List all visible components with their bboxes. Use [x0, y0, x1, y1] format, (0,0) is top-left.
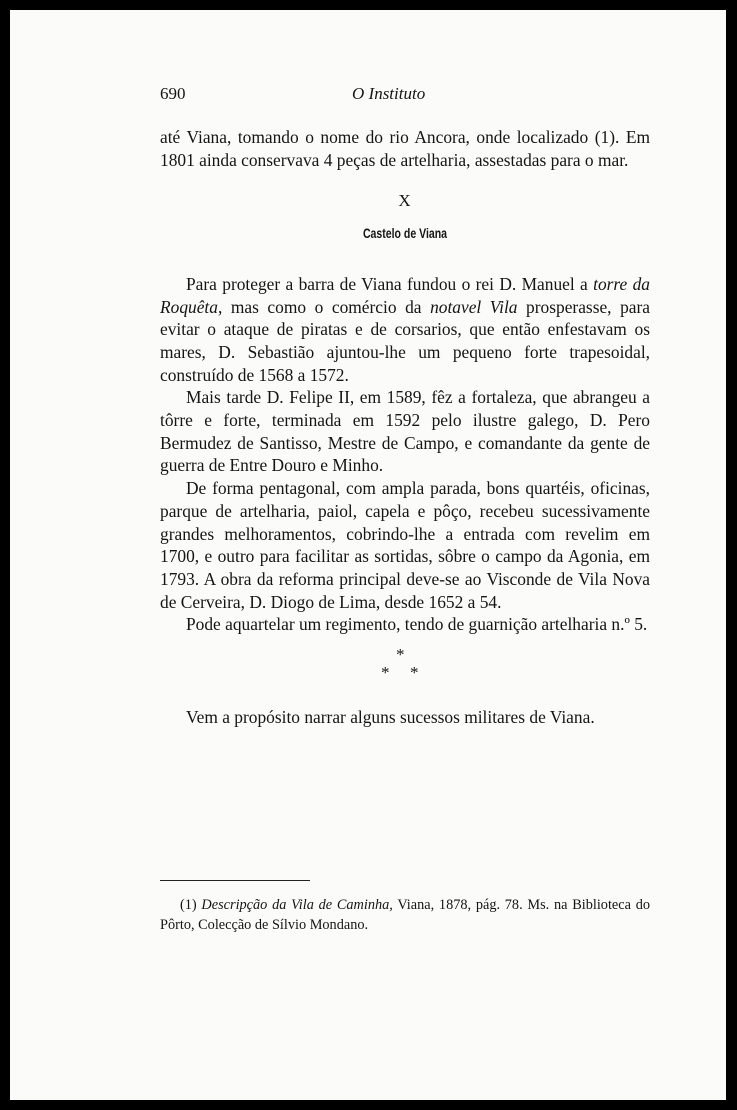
paragraph-torre-middle: , mas como o comércio da [217, 296, 431, 317]
book-page [10, 10, 726, 1100]
asterisk: * [396, 645, 405, 665]
footnote-text: Viana, 1878, pág. 78. Ms. na Biblioteca do Pôrto, Colecção de Sílvio Mondano. [160, 897, 651, 933]
asterisk: * [410, 663, 419, 683]
journal-title: O Instituto [352, 84, 426, 103]
section-title: Castelo de Viana [362, 226, 448, 242]
paragraph-closing: Vem a propósito narrar alguns sucessos militares de Viana. [186, 707, 595, 728]
page-number: 690 [160, 84, 186, 103]
asterisk: * [381, 663, 390, 683]
body-text [160, 126, 650, 729]
paragraph-regimento: Pode aquartelar um regimento, tendo de guarnição artelharia n.º 5. [186, 614, 648, 635]
torre-da-roqueta: torre da Roquêta [160, 273, 651, 317]
opening-paragraph: até Viana, tomando o nome do rio Ancora, onde localizado (1). Em 1801 ainda conservava 4 peças de artelharia, assestadas para o mar. [160, 127, 650, 170]
footnote-rule [160, 880, 310, 881]
paragraph-torre [160, 273, 650, 387]
footnote-marker: (1) [180, 897, 202, 913]
running-head [160, 84, 650, 106]
paragraph-pentagonal: De forma pentagonal, com ampla parada, bons quartéis, oficinas, parque de artelharia, paiol, capela e pôço, recebeu sucessivamente grandes melhoramentos, cobrindo-lhe a entrada com revelim em 1700, e outro para facilitar as sortidas, sôbre o campo da Agonia, em 1793. A obra da reforma principal deve-se ao Visconde de Vila Nova de Cerveira, D. Diogo de Lima, desde 1652 a 54. [160, 478, 650, 612]
notavel-vila: notavel Vila [430, 296, 518, 317]
paragraph-torre-end: prosperasse, para evitar o ataque de piratas e de corsarios, que então enfestavam os mares, D. Sebastião ajuntou-lhe um pequeno forte trapesoidal, construído de 1568 a 1572. [160, 296, 650, 385]
section-numeral: X [398, 191, 412, 211]
paragraph-felipe: Mais tarde D. Felipe II, em 1589, fêz a fortaleza, que abrangeu a tôrre e forte, terminada em 1592 pelo ilustre galego, D. Pero Bermudez de Santisso, Mestre de Campo, e comandante da gente de guerra de Entre Douro e Minho. [160, 387, 650, 476]
footnote [160, 895, 650, 935]
paragraph-torre-start: Para proteger a barra de Viana fundou o rei D. Manuel a [186, 273, 594, 294]
asterism [160, 642, 650, 696]
footnote-title: Descripção da Vila de Caminha, [201, 897, 393, 913]
